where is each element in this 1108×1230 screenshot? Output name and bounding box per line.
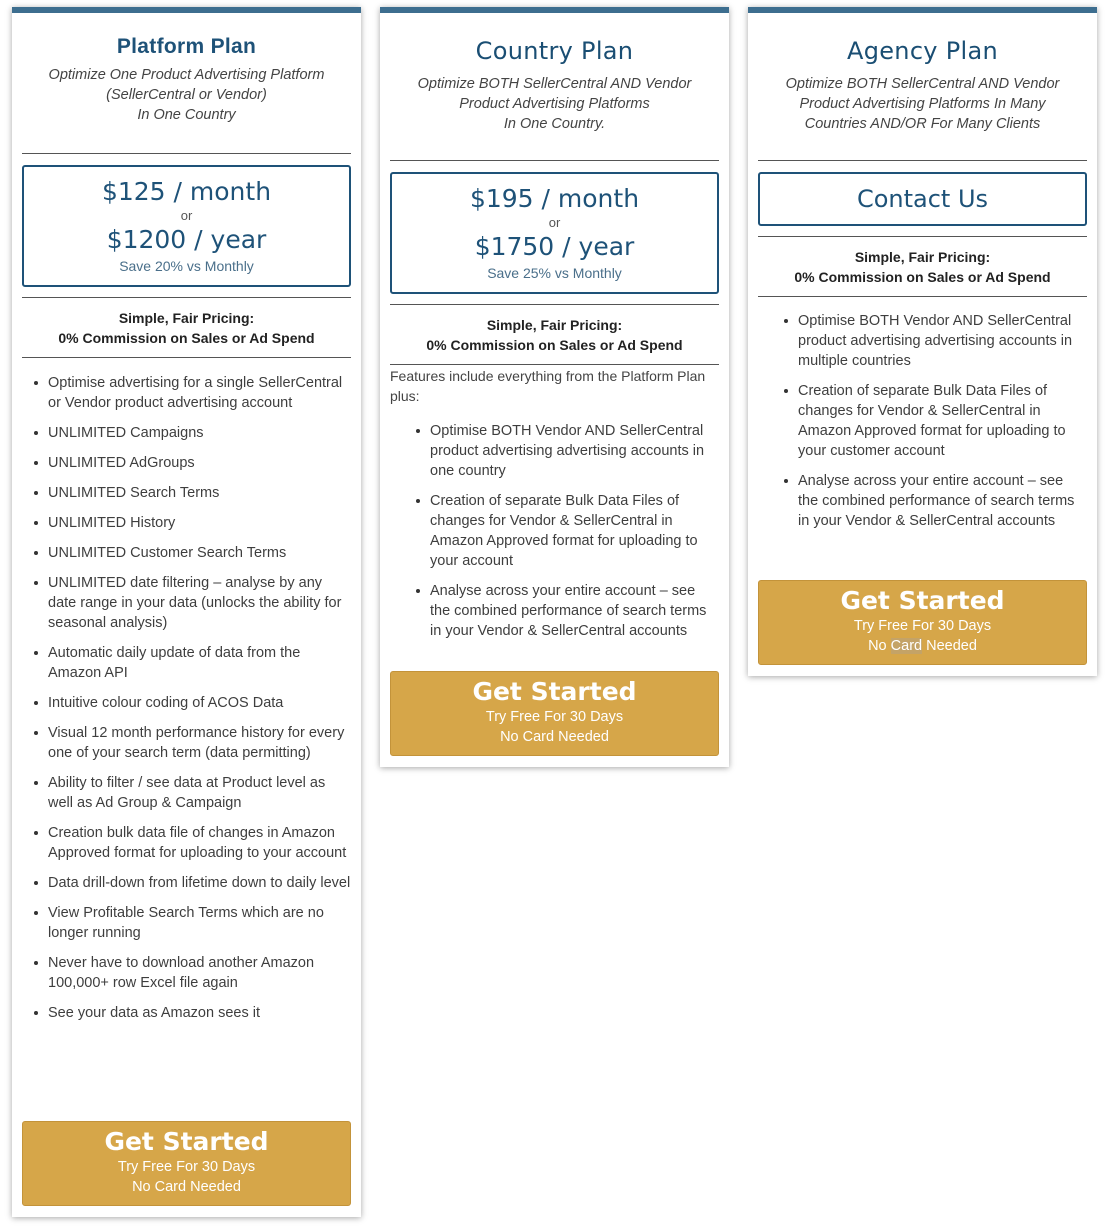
pricing-heading: Simple, Fair Pricing:	[118, 310, 255, 326]
price-monthly: $125 / month	[101, 177, 272, 206]
get-started-button[interactable]	[22, 1121, 351, 1206]
divider	[390, 160, 719, 161]
pricing-heading: Simple, Fair Pricing:	[486, 317, 623, 333]
feature-item: Data drill-down from lifetime down to daily level	[48, 875, 351, 891]
plan-description-line: Optimize One Product Advertising Platform	[48, 67, 325, 83]
pricing-subheading: 0% Commission on Sales or Ad Spend	[58, 330, 315, 346]
cta-card-text	[759, 636, 1086, 656]
cta-card-text: No Card Needed	[500, 729, 609, 745]
feature-item: Analyse across your entire account – see the combined performance of search terms in your Vendor & SellerCentral accounts	[430, 581, 719, 641]
pricing-heading: Simple, Fair Pricing:	[854, 249, 991, 265]
plan-description-line: Product Advertising Platforms	[459, 96, 650, 112]
contact-us-button[interactable]	[758, 172, 1087, 226]
price-or-label: or	[180, 208, 193, 223]
cta-card-prefix: No	[868, 638, 891, 654]
features-intro: Features include everything from the Platform Plan plus:	[390, 368, 706, 404]
divider	[390, 304, 719, 305]
feature-item: Optimise BOTH Vendor AND SellerCentral product advertising advertising accounts in multiple countries	[798, 311, 1087, 371]
pricing-note	[22, 308, 351, 348]
plan-title: Country Plan	[475, 37, 634, 65]
feature-list	[22, 373, 351, 1023]
cta-card-suffix: Needed	[922, 638, 977, 654]
feature-item: Intuitive colour coding of ACOS Data	[48, 693, 351, 713]
feature-item: See your data as Amazon sees it	[48, 1003, 351, 1023]
feature-list	[758, 311, 1087, 531]
feature-item: Never have to download another Amazon 100,000+ row Excel file again	[48, 953, 351, 993]
pricing-card-country	[380, 7, 729, 767]
divider	[22, 297, 351, 298]
feature-item: Visual 12 month performance history for every one of your search term (data permitting)	[48, 723, 351, 763]
feature-item: UNLIMITED Customer Search Terms	[48, 543, 351, 563]
feature-item: UNLIMITED AdGroups	[48, 453, 351, 473]
selected-text-highlight: Card	[890, 638, 923, 654]
pricing-subheading: 0% Commission on Sales or Ad Spend	[794, 269, 1051, 285]
feature-item: UNLIMITED History	[48, 513, 351, 533]
plan-description-line: Product Advertising Platforms In Many	[799, 96, 1046, 112]
cta-trial-text: Try Free For 30 Days	[853, 618, 992, 634]
contact-us-label: Contact Us	[856, 185, 989, 213]
cta-title: Get Started	[104, 1127, 269, 1156]
cta-title: Get Started	[840, 586, 1005, 615]
price-or-label: or	[548, 215, 561, 230]
feature-item: UNLIMITED Campaigns	[48, 423, 351, 443]
feature-list	[390, 421, 719, 641]
save-label: Save 25% vs Monthly	[487, 265, 622, 281]
feature-item: View Profitable Search Terms which are no longer running	[48, 903, 351, 943]
plan-description	[758, 74, 1087, 134]
price-yearly: $1200 / year	[106, 225, 267, 254]
price-box	[390, 172, 719, 294]
divider	[758, 160, 1087, 161]
plan-description	[22, 65, 351, 125]
pricing-note	[758, 247, 1087, 287]
divider	[758, 296, 1087, 297]
price-monthly: $195 / month	[469, 184, 640, 213]
plan-description-line: Countries AND/OR For Many Clients	[804, 116, 1041, 132]
cta-title: Get Started	[472, 677, 637, 706]
divider	[390, 364, 719, 365]
feature-item: Creation bulk data file of changes in Amazon Approved format for uploading to your account	[48, 823, 351, 863]
divider	[22, 357, 351, 358]
price-yearly: $1750 / year	[474, 232, 635, 261]
plan-description-line: Optimize BOTH SellerCentral AND Vendor	[417, 76, 692, 92]
feature-item: Creation of separate Bulk Data Files of changes for Vendor & SellerCentral in Amazon Approved format for uploading to your customer account	[798, 381, 1087, 461]
feature-item: Optimise advertising for a single SellerCentral or Vendor product advertising account	[48, 373, 351, 413]
feature-item: Ability to filter / see data at Product level as well as Ad Group & Campaign	[48, 773, 351, 813]
cta-trial-text: Try Free For 30 Days	[117, 1159, 256, 1175]
plan-description-line: (SellerCentral or Vendor)	[106, 87, 267, 103]
feature-item: Automatic daily update of data from the Amazon API	[48, 643, 351, 683]
pricing-card-platform	[12, 7, 361, 1217]
feature-item: Analyse across your entire account – see the combined performance of search terms in your Vendor & SellerCentral accounts	[798, 471, 1087, 531]
get-started-button[interactable]	[758, 580, 1087, 665]
plan-title: Agency Plan	[846, 37, 998, 65]
price-box	[22, 165, 351, 287]
feature-item: UNLIMITED Search Terms	[48, 483, 351, 503]
cta-card-text: No Card Needed	[132, 1179, 241, 1195]
pricing-note	[390, 315, 719, 355]
feature-item: Optimise BOTH Vendor AND SellerCentral product advertising advertising accounts in one country	[430, 421, 719, 481]
plan-description-line: In One Country	[137, 107, 236, 123]
feature-item: Creation of separate Bulk Data Files of changes for Vendor & SellerCentral in Amazon Approved format for uploading to your account	[430, 491, 719, 571]
pricing-card-agency	[748, 7, 1097, 676]
plan-description-line: Optimize BOTH SellerCentral AND Vendor	[785, 76, 1060, 92]
get-started-button[interactable]	[390, 671, 719, 756]
divider	[22, 153, 351, 154]
save-label: Save 20% vs Monthly	[119, 258, 254, 274]
feature-item: UNLIMITED date filtering – analyse by any date range in your data (unlocks the ability for seasonal analysis)	[48, 573, 351, 633]
divider	[758, 236, 1087, 237]
plan-title: Platform Plan	[116, 35, 257, 58]
cta-trial-text: Try Free For 30 Days	[485, 709, 624, 725]
pricing-subheading: 0% Commission on Sales or Ad Spend	[426, 337, 683, 353]
plan-description	[390, 74, 719, 134]
plan-description-line: In One Country.	[503, 116, 606, 132]
